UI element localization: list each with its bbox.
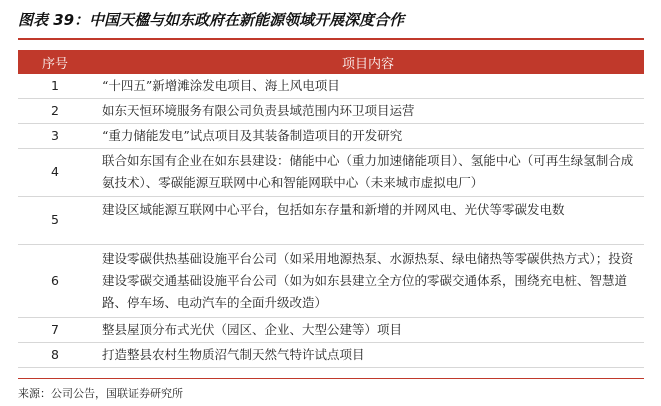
row-number: 2	[18, 98, 92, 123]
row-content: 建设区域能源互联网中心平台，包括如东存量和新增的并网风电、光伏等零碳发电数	[92, 196, 644, 244]
header-index: 序号	[18, 50, 92, 74]
row-content: “十四五”新增滩涂发电项目、海上风电项目	[92, 74, 644, 98]
row-number: 5	[18, 196, 92, 244]
table-row	[18, 98, 644, 123]
row-content: “重力储能发电”试点项目及其装备制造项目的开发研究	[92, 123, 644, 148]
table-row	[18, 123, 644, 148]
row-number: 6	[18, 244, 92, 317]
row-content: 打造整县农村生物质沼气制天然气特许试点项目	[92, 342, 644, 367]
source-note: 来源：公司公告，国联证券研究所	[18, 387, 183, 400]
table-row	[18, 148, 644, 196]
table-row	[18, 74, 644, 98]
row-number: 4	[18, 148, 92, 196]
header-content: 项目内容	[92, 50, 644, 74]
table-header-row	[18, 50, 644, 74]
title-divider	[18, 38, 644, 40]
figure-title: 图表 39：中国天楹与如东政府在新能源领域开展深度合作	[18, 11, 405, 29]
row-number: 8	[18, 342, 92, 367]
table-row	[18, 244, 644, 317]
row-content: 整县屋顶分布式光伏（园区、企业、大型公建等）项目	[92, 317, 644, 342]
row-number: 7	[18, 317, 92, 342]
row-content: 联合如东国有企业在如东县建设：储能中心（重力加速储能项目）、氢能中心（可再生绿氢制合成氨技术）、零碳能源互联网中心和智能网联中心（未来城市虚拟电厂）	[92, 148, 644, 196]
table-bottom-divider	[18, 378, 644, 379]
table-row	[18, 196, 644, 244]
cooperation-table	[18, 50, 644, 368]
row-number: 3	[18, 123, 92, 148]
table-row	[18, 342, 644, 367]
row-number: 1	[18, 74, 92, 98]
table-row	[18, 317, 644, 342]
row-content: 如东天恒环境服务有限公司负责县域范围内环卫项目运营	[92, 98, 644, 123]
row-content: 建设零碳供热基础设施平台公司（如采用地源热泵、水源热泵、绿电储热等零碳供热方式）；投资建设零碳交通基础设施平台公司（如为如东县建立全方位的零碳交通体系，围绕充电桩、智慧道路、停车场、电动汽车的全面升级改造）	[92, 244, 644, 317]
